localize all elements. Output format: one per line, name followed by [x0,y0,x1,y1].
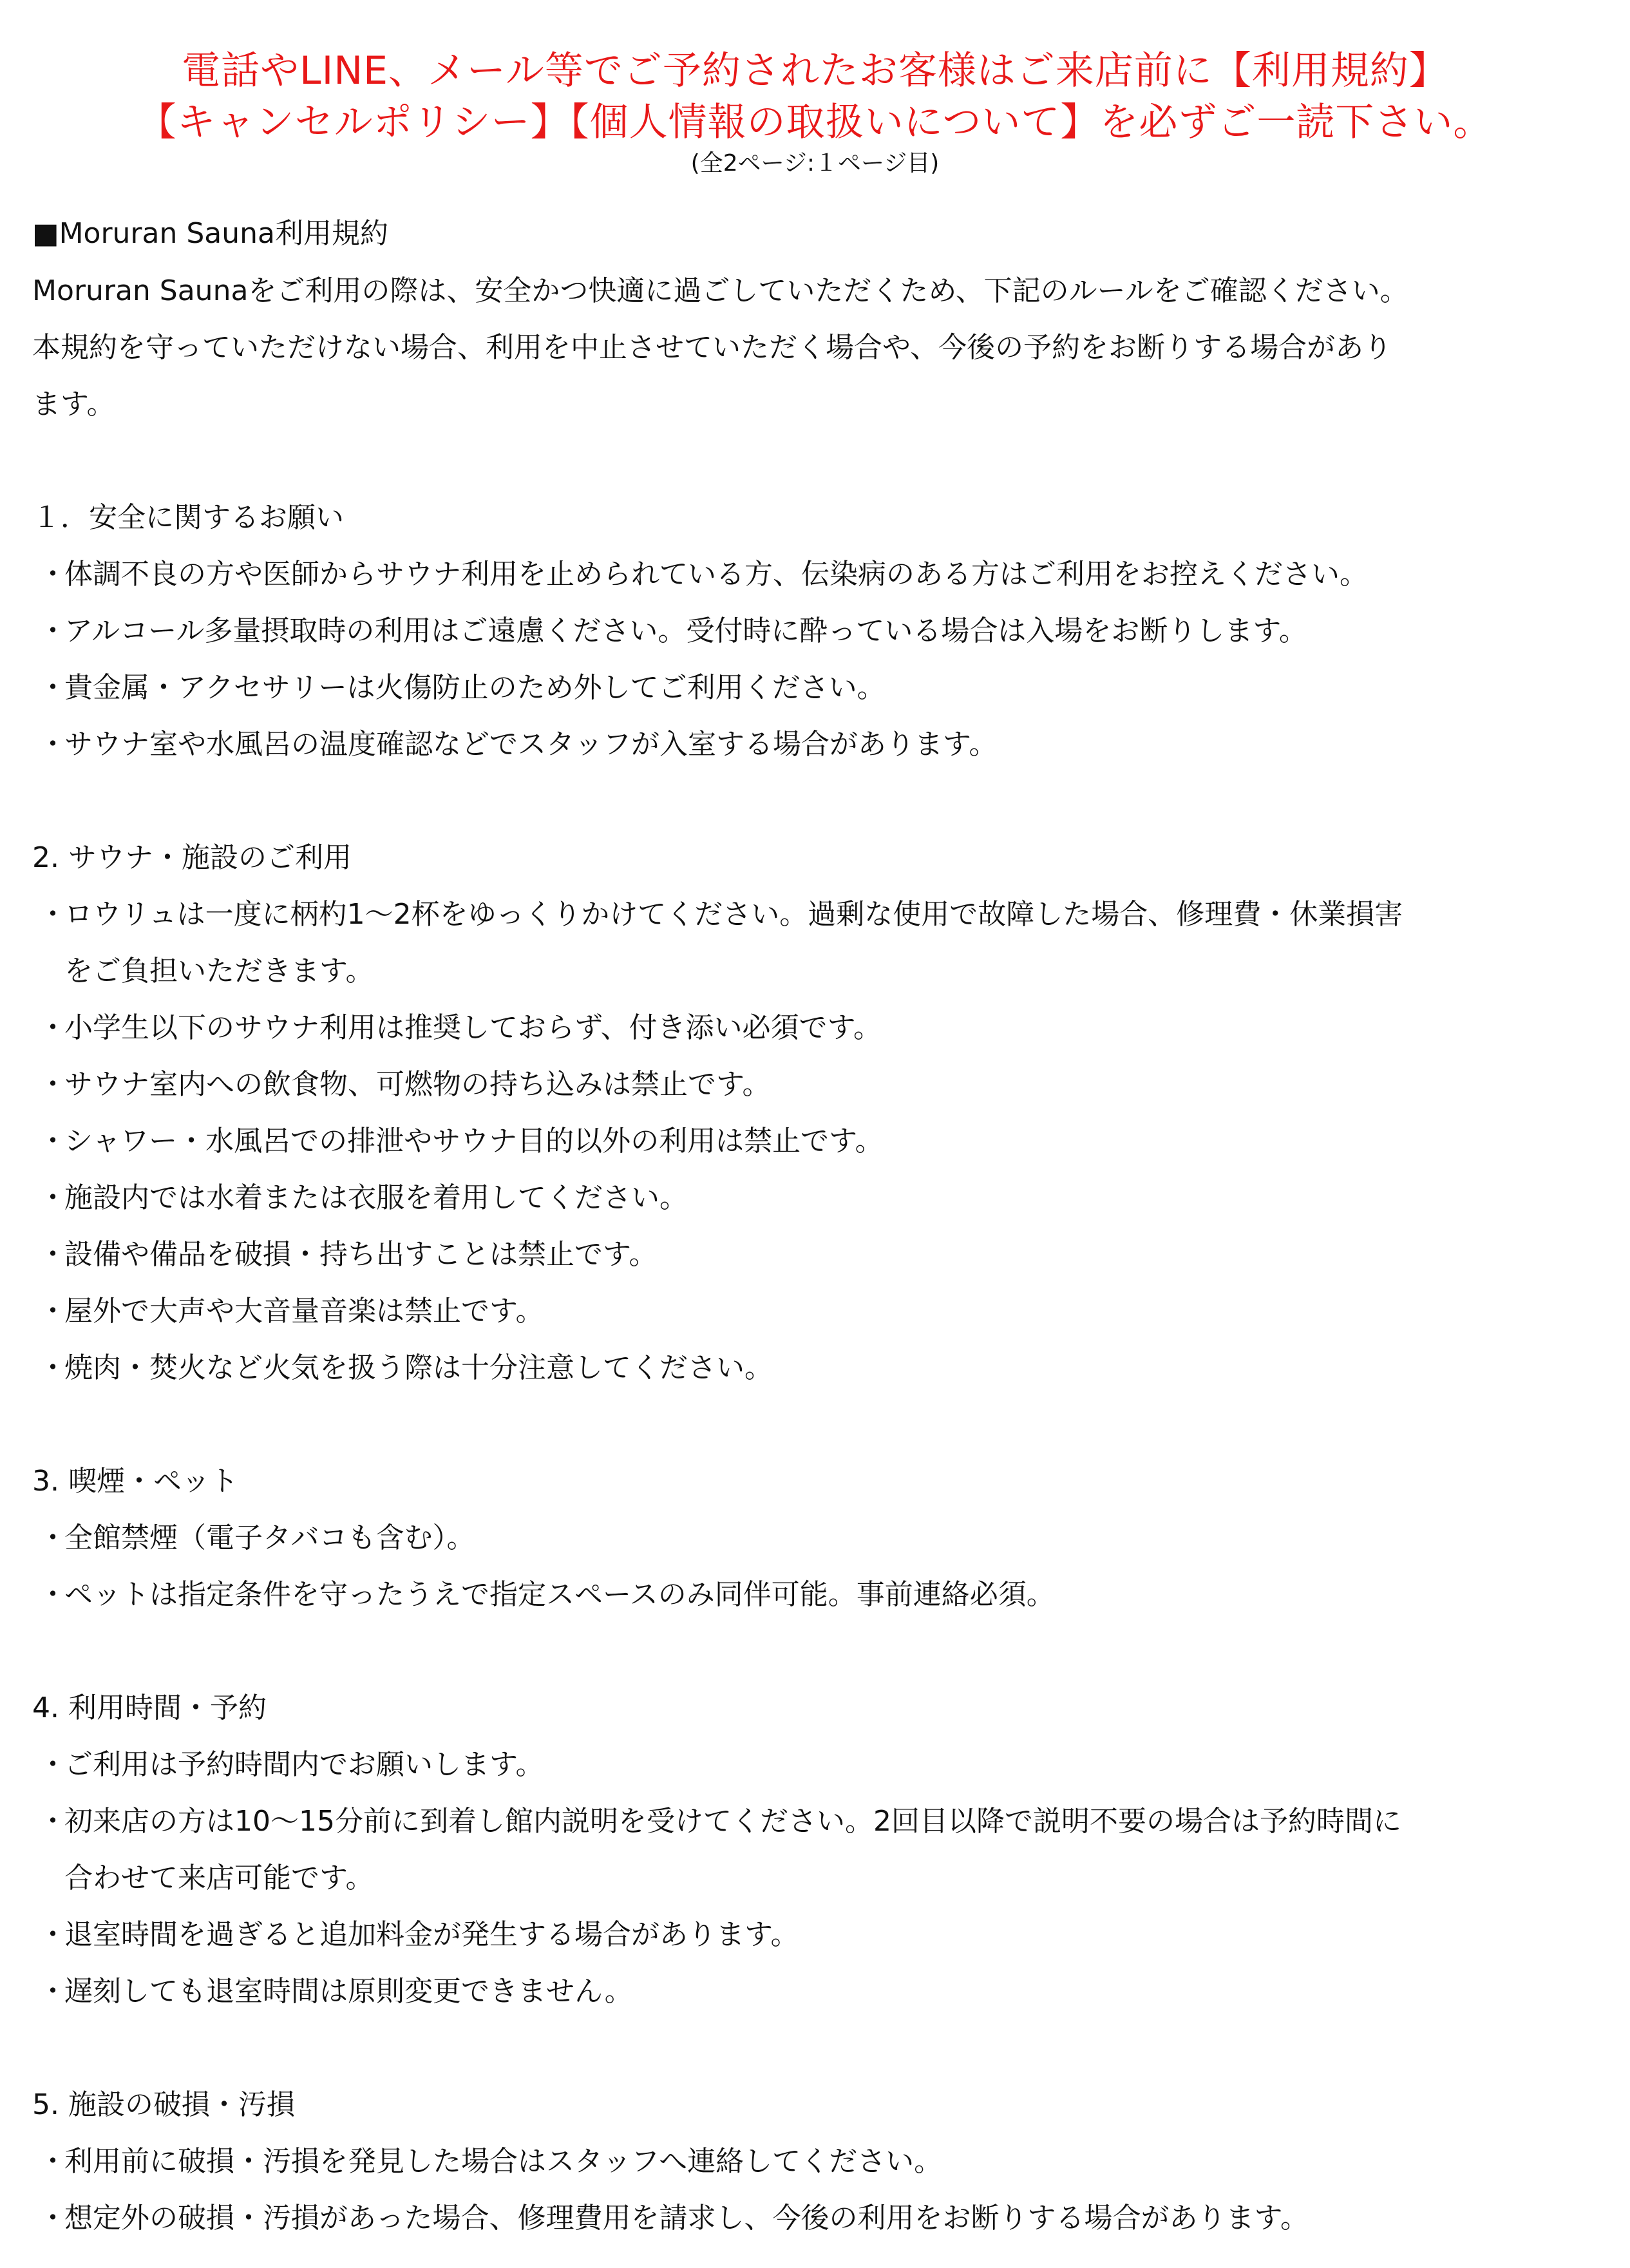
rule-text: 小学生以下のサウナ利用は推奨しておらず、付き添い必須です。 [64,1011,882,1044]
bullet-icon: ・ [39,671,67,704]
page-indicator: (全2ページ:１ページ目) [690,150,940,176]
rule-text: サウナ室内への飲食物、可燃物の持ち込みは禁止です。 [64,1068,771,1101]
rule-list-item [32,1113,1604,1170]
bullet-icon: ・ [39,2202,67,2235]
document-title: ■Moruran Sauna利用規約 [32,217,388,250]
terms-section [32,490,1604,773]
rule-list-item [32,1737,1604,1793]
rule-list-item [32,886,1604,1000]
rule-text: 体調不良の方や医師からサウナ利用を止められている方、伝染病のある方はご利用をお控えください。 [64,558,1368,591]
terms-section [32,1680,1604,2020]
rule-text: 利用前に破損・汚損を発見した場合はスタッフへ連絡してください。 [64,2145,943,2178]
rule-list-item [32,2190,1604,2247]
bullet-icon: ・ [39,558,67,591]
rule-list-item [32,1567,1604,1623]
rule-list-item [32,1000,1604,1056]
bullet-icon: ・ [39,2145,67,2178]
notice-line-2: 【キャンセルポリシー】【個人情報の取扱いについて】を必ずご一読下さい。 [137,100,1493,145]
rule-text: 設備や備品を破損・持ち出すことは禁止です。 [64,1238,658,1271]
rule-list-item [32,546,1604,603]
rule-list-item [32,1226,1604,1283]
rule-list-item [32,603,1604,660]
rule-list-item [32,1283,1604,1340]
terms-content [32,205,1604,2247]
rule-text: 初来店の方は10～15分前に到着し館内説明を受けてください。2回目以降で説明不要の場合は予約時間に [64,1805,1401,1838]
rule-list-item [32,660,1604,716]
rule-text: シャワー・水風呂での排泄やサウナ目的以外の利用は禁止です。 [64,1125,884,1158]
terms-section [32,2077,1604,2247]
section-heading: １．安全に関するお願い [32,501,344,534]
bullet-icon: ・ [39,1748,67,1781]
rule-text: ロウリュは一度に柄杓1～2杯をゆっくりかけてください。過剰な使用で故障した場合、修理費・休業損害 [64,898,1403,931]
rule-text: 施設内では水着または衣服を着用してください。 [64,1181,688,1214]
rule-text: 焼肉・焚火など火気を扱う際は十分注意してください。 [64,1351,773,1384]
notice-line-1: 電話やLINE、メール等でご予約されたお客様はご来店前に【利用規約】 [182,48,1448,93]
rule-text: 想定外の破損・汚損があった場合、修理費用を請求し、今後の利用をお断りする場合があります。 [64,2202,1309,2235]
bullet-icon: ・ [39,1125,67,1158]
bullet-icon: ・ [39,1578,67,1611]
rule-text: ご利用は予約時間内でお願いします。 [64,1748,544,1781]
rule-text: 退室時間を過ぎると追加料金が発生する場合があります。 [64,1918,799,1951]
section-heading: 2. サウナ・施設のご利用 [32,841,352,874]
rule-text: 全館禁煙（電子タバコも含む）。 [64,1521,475,1554]
rule-list-item [32,1510,1604,1567]
bullet-icon: ・ [39,1805,67,1838]
rule-list-item [32,716,1604,773]
rule-list-item [32,2133,1604,2190]
rule-list-item [32,1170,1604,1226]
rule-text: ペットは指定条件を守ったうえで指定スペースのみ同伴可能。事前連絡必須。 [64,1578,1055,1611]
bullet-icon: ・ [39,898,67,931]
rule-text: サウナ室や水風呂の温度確認などでスタッフが入室する場合があります。 [64,728,998,761]
terms-sections [32,490,1604,2247]
section-heading: 4. 利用時間・予約 [32,1691,267,1724]
intro-line: 本規約を守っていただけない場合、利用を中止させていただく場合や、今後の予約をお断りする場合があり [32,331,1392,364]
rule-text: 遅刻しても退室時間は原則変更できません。 [64,1975,633,2008]
rule-text: アルコール多量摂取時の利用はご遠慮ください。受付時に酔っている場合は入場をお断りします。 [64,615,1307,647]
terms-section [32,1453,1604,1623]
notice-header [0,45,1630,178]
terms-section [32,830,1604,1396]
rule-list-item [32,1056,1604,1113]
bullet-icon: ・ [39,1238,67,1271]
bullet-icon: ・ [39,615,67,647]
bullet-icon: ・ [39,1975,67,2008]
rule-text: 屋外で大声や大音量音楽は禁止です。 [64,1295,544,1328]
intro-paragraph [32,263,1604,433]
bullet-icon: ・ [39,1295,67,1328]
bullet-icon: ・ [39,1351,67,1384]
bullet-icon: ・ [39,1068,67,1101]
rule-list-item [32,1907,1604,1963]
bullet-icon: ・ [39,728,67,761]
rule-list-item [32,1340,1604,1396]
rule-list-item [32,1963,1604,2020]
bullet-icon: ・ [39,1011,67,1044]
rule-list-item [32,1793,1604,1907]
bullet-icon: ・ [39,1181,67,1214]
bullet-icon: ・ [39,1521,67,1554]
rule-text: 貴金属・アクセサリーは火傷防止のため外してご利用ください。 [64,671,886,704]
intro-line: ます。 [32,388,115,421]
rule-text: をご負担いただきます。 [64,955,374,987]
section-heading: 3. 喫煙・ペット [32,1465,238,1498]
section-heading: 5. 施設の破損・汚損 [32,2088,295,2121]
rule-text: 合わせて来店可能です。 [64,1862,374,1894]
bullet-icon: ・ [39,1918,67,1951]
intro-line: Moruran Saunaをご利用の際は、安全かつ快適に過ごしていただくため、下記のルールをご確認ください。 [32,274,1408,307]
